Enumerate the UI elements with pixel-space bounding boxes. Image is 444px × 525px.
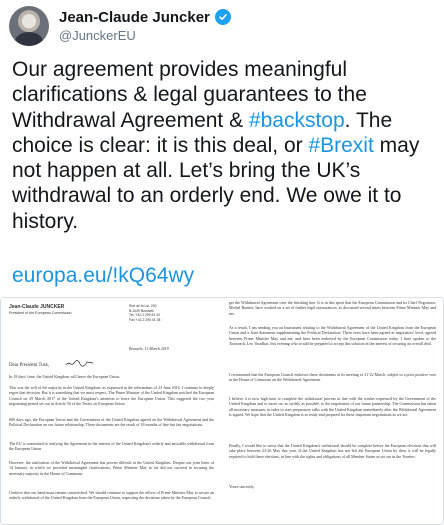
- letter-paragraph: get the Withdrawal Agreement over the finishing line. It is in this spirit that the European Commission and its Chief Negotiator, Michel Barnier, have worked on a set of further legal reassurances, as discussed several times between Prime Minister May and me.: [229, 300, 436, 316]
- letter-paragraph: I recommend that the European Council endorses these documents at its meeting of 21-22 March, subject to a prior positive vote in the House of Commons on the Withdrawal Agreement.: [229, 372, 436, 383]
- letter-sender-name: Jean-Claude JUNCKER: [9, 304, 65, 310]
- letter-sender-title: President of the European Commission: [9, 311, 72, 315]
- letter-paragraph: The EU is committed to ratifying the Agreement in the interest of the United Kingdom's orderly and amicable withdrawal from the European Union.: [9, 441, 214, 452]
- letter-salutation: Dear President Tusk,: [9, 363, 50, 368]
- author-name-row: [59, 8, 231, 26]
- letter-closing: Yours sincerely,: [229, 484, 255, 489]
- verified-badge-icon: [215, 9, 231, 25]
- tweet-header: [9, 6, 435, 46]
- letter-page-1: [1, 298, 223, 525]
- author-handle[interactable]: @JunckerEU: [59, 28, 136, 43]
- tweet-text-part2: . The choice is clear: it is this deal, or: [12, 108, 393, 157]
- tweet-text-part3: may not happen at all. Let’s bring the UK’s withdrawal to an orderly end. We owe it to history.: [12, 133, 420, 233]
- letter-paragraph: In 18 days' time, the United Kingdom will leave the European Union.: [9, 374, 121, 379]
- letter-paragraph: I believe that our hand must remain outstretched. We should continue to support the efforts of Prime Minister May to secure an orderly withdrawal of the United Kingdom from the European Union, respecting the decisions taken by the European Council.: [9, 490, 214, 501]
- tweet-link[interactable]: europa.eu/!kQ64wy: [12, 264, 195, 287]
- tweet-text-part1: Our agreement provides meaningful clarifications & legal guarantees to the Withdrawal Agreement &: [12, 58, 367, 132]
- hashtag-backstop[interactable]: #backstop: [248, 108, 345, 132]
- attached-letter-image[interactable]: [0, 297, 444, 525]
- tweet-text: [12, 57, 437, 234]
- letter-paragraph: Finally, I would like to stress that the United Kingdom's withdrawal should be complete before the European elections that will take place between 23-26 May this year. If the United Kingdom has not left the European Union by then, it will be legally required to hold these elections, in line with the rights and obligations of all Member States as set out in the Treaties.: [229, 443, 436, 459]
- avatar[interactable]: [9, 6, 49, 46]
- letter-date: Brussels, 11 March 2019: [129, 346, 169, 351]
- handwritten-signature-icon: [65, 358, 95, 368]
- letter-address: Rue de la Loi, 200 B-1049 Brussels Tel. +32-2 299 81 20 Fax +32-2 295 01 38: [129, 304, 161, 322]
- letter-paragraph: However, the ratification of the Withdrawal Agreement has proven difficult in the United Kingdom. Despite our joint letter of 14 January, in which we provided meaningful clarifications, Prime Minister May so far did not succeed in securing the necessary majority in the House of Commons.: [9, 460, 214, 476]
- letter-paragraph: I believe it is now high time to complete the withdrawal process in line with the wishes expressed by the Government of the United Kingdom and to move on, as swiftly as possible, to the negotiation of our future partnership. The Commission has taken all necessary measures in order to start preparatory talks with the United Kingdom immediately after the Withdrawal Agreement is signed. We hope that the United Kingdom is as ready and prepared for these important negotiations as we are.: [229, 396, 436, 417]
- author-name[interactable]: Jean-Claude Juncker: [59, 8, 210, 26]
- letter-paragraph: This was the will of the majority in the United Kingdom, as expressed in the referendum of 23 June 2016. I continue to deeply regret that decision. But it is something that we must respect. The Prime Minister of the United Kingdom notified the European Council on 29 March 2017 of the United Kingdom's intention to leave the European Union. This triggered the two year negotiating period set out in Article 50 of the Treaty on European Union.: [9, 385, 214, 406]
- letter-paragraph: 600 days ago, the European Union and the Government of the United Kingdom agreed on the Withdrawal Agreement and the Political Declaration on our future relationship. These documents are the result of 18 months of fine but fair negotiations.: [9, 417, 214, 428]
- letter-paragraph: As a result, I am sending you an Instrument relating to the Withdrawal Agreement of the United Kingdom from the European Union and a Joint Statement supplementing the Political Declaration. These texts have been agreed at negotiators' level, agreed between Prime Minister May and me, and have been endorsed by the European Commission today. I have spoken to the Taoiseach, Leo Varadkar, this evening who would be prepared to accept this solution in the interest of securing an overall deal.: [229, 325, 436, 346]
- hashtag-brexit[interactable]: #Brexit: [308, 133, 374, 157]
- letter-page-2: [223, 298, 444, 525]
